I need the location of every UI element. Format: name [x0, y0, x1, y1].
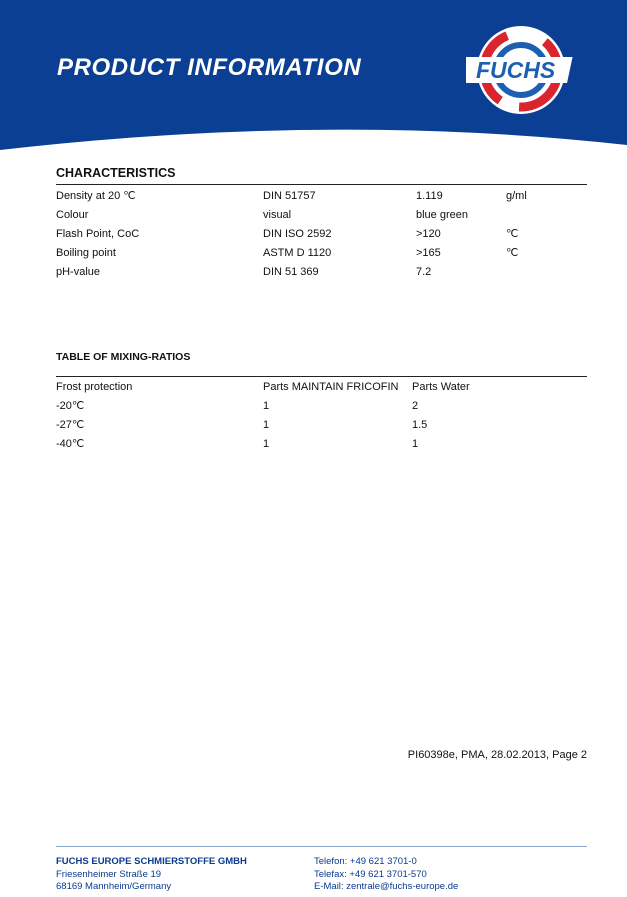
frost-cell: -20℃ [56, 400, 85, 412]
column-header: Frost protection [56, 380, 133, 393]
table-row [56, 434, 587, 453]
street-address: Friesenheimer Straße 19 [56, 868, 162, 880]
mixing-table [56, 377, 587, 453]
table-header-row [56, 377, 587, 396]
characteristics-title: CHARACTERISTICS [56, 166, 176, 180]
method-cell: DIN 51757 [263, 189, 316, 202]
method-cell: DIN 51 369 [263, 265, 319, 278]
frost-cell: -27℃ [56, 419, 85, 431]
city-address: 68169 Mannheim/Germany [56, 881, 172, 892]
property-cell: Flash Point, CoC [56, 227, 140, 240]
header-band [0, 0, 627, 160]
characteristics-table [56, 186, 586, 281]
fricofin-cell: 1 [263, 399, 270, 412]
column-header: Parts MAINTAIN FRICOFIN [263, 380, 399, 393]
phone-number: Telefon: +49 621 3701-0 [314, 856, 417, 867]
characteristics-rule [56, 184, 587, 185]
unit-cell [506, 262, 586, 281]
table-row [56, 243, 586, 262]
table-row [56, 224, 586, 243]
water-cell: 1 [412, 437, 419, 450]
table-row [56, 396, 587, 415]
table-row [56, 186, 586, 205]
unit-cell: g/ml [506, 189, 527, 202]
fricofin-cell: 1 [263, 437, 270, 450]
footer-contact [314, 856, 458, 894]
value-cell: >165 [416, 246, 441, 259]
property-cell: Boiling point [56, 246, 116, 259]
frost-cell: -40℃ [56, 438, 85, 450]
fricofin-cell: 1 [263, 418, 270, 431]
method-cell: visual [263, 208, 292, 221]
page-reference: PI60398e, PMA, 28.02.2013, Page 2 [407, 749, 587, 761]
water-cell: 1.5 [412, 418, 428, 431]
fax-number: Telefax: +49 621 3701-570 [314, 868, 427, 880]
footer-rule [56, 846, 587, 847]
water-cell: 2 [412, 399, 419, 412]
company-name: FUCHS EUROPE SCHMIERSTOFFE GMBH [56, 856, 247, 867]
value-cell: 1.119 [416, 189, 443, 202]
property-cell: pH-value [56, 265, 101, 278]
table-row [56, 415, 587, 434]
table-row [56, 205, 586, 224]
property-cell: Density at 20 ℃ [56, 190, 136, 202]
footer-address [56, 856, 247, 894]
value-cell: 7.2 [416, 265, 432, 278]
value-cell: blue green [416, 208, 468, 221]
logo-wordmark: FUCHS [476, 57, 556, 83]
page-title: PRODUCT INFORMATION [57, 54, 362, 81]
property-cell: Colour [56, 208, 89, 221]
unit-cell: ℃ [506, 228, 519, 240]
column-header: Parts Water [412, 380, 470, 393]
email-address: E-Mail: zentrale@fuchs-europe.de [314, 881, 459, 892]
value-cell: >120 [416, 227, 441, 240]
mixing-title: TABLE OF MIXING-RATIOS [56, 351, 191, 363]
unit-cell: ℃ [506, 247, 519, 259]
method-cell: ASTM D 1120 [263, 246, 332, 259]
fuchs-logo [466, 22, 582, 118]
table-row [56, 262, 586, 281]
unit-cell [506, 205, 586, 224]
method-cell: DIN ISO 2592 [263, 227, 332, 240]
